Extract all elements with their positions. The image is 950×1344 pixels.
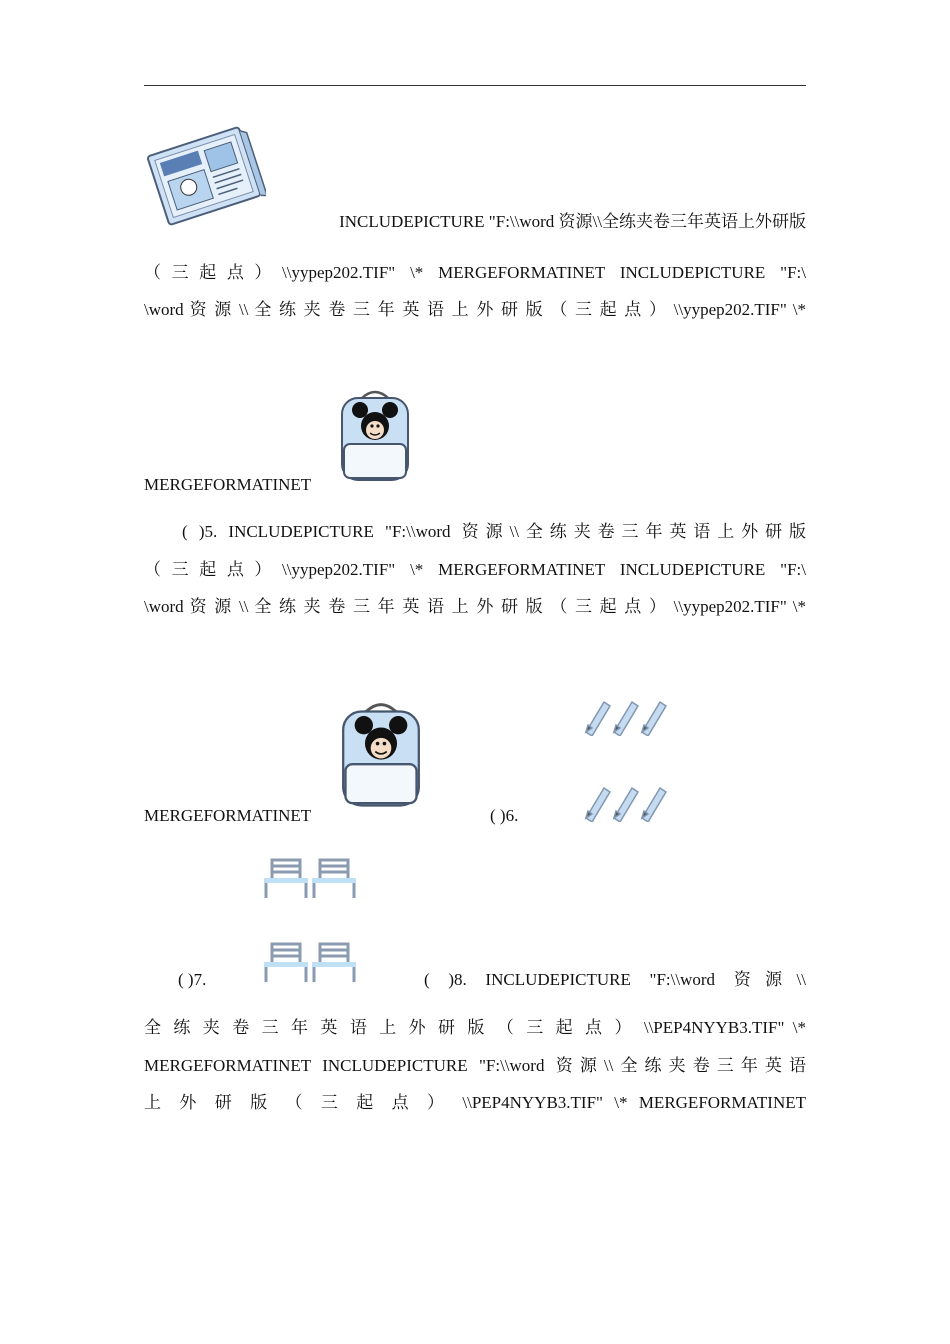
- s1-line-1: INCLUDEPICTURE "F:\\word 资源\\全练夹卷三年英语上外研版: [339, 212, 806, 231]
- q5-line-2: （三起点）\\yypep202.TIF" \* MERGEFORMATINET INCLUDEPICTURE "F:\: [144, 560, 806, 579]
- s1-line-2: （三起点）\\yypep202.TIF" \* MERGEFORMATINET INCLUDEPICTURE "F:\: [144, 263, 806, 282]
- header-rule: [144, 85, 806, 86]
- q8-line-4: 上 外 研 版 （ 三 起 点 ） \\PEP4NYYB3.TIF" \* MERGEFORMATINET: [144, 1093, 806, 1112]
- pencils-icon: [580, 694, 672, 736]
- chairs-icon: [258, 854, 366, 902]
- q6-label: ( )6.: [490, 806, 519, 825]
- q8-line-3: MERGEFORMATINET INCLUDEPICTURE "F:\\word 资源\\全练夹卷三年英语: [144, 1056, 806, 1075]
- q7-label: ( )7.: [178, 970, 207, 989]
- q5-line-1: ( )5. INCLUDEPICTURE "F:\\word 资源\\全练夹卷三年英语上外研版: [182, 522, 806, 541]
- chairs-icon: [258, 938, 366, 986]
- mickey-backpack-icon: [336, 388, 414, 484]
- q5-line-3: \word 资 源 \\ 全 练 夹 卷 三 年 英 语 上 外 研 版 （ 三 起 点 ） \\yypep202.TIF" \*: [144, 597, 806, 616]
- q8-line-1: ( )8. INCLUDEPICTURE "F:\\word 资源\\: [424, 970, 806, 989]
- mickey-backpack-icon: [336, 700, 426, 810]
- pencils-icon: [580, 780, 672, 822]
- q8-line-2: 全 练 夹 卷 三 年 英 语 上 外 研 版 （ 三 起 点 ） \\PEP4NYYB3.TIF" \*: [144, 1018, 806, 1037]
- s1-line-3: \word 资 源 \\ 全 练 夹 卷 三 年 英 语 上 外 研 版 （ 三 起 点 ） \\yypep202.TIF" \*: [144, 300, 806, 319]
- q5-line-4: MERGEFORMATINET: [144, 806, 312, 825]
- s1-line-4: MERGEFORMATINET: [144, 475, 312, 494]
